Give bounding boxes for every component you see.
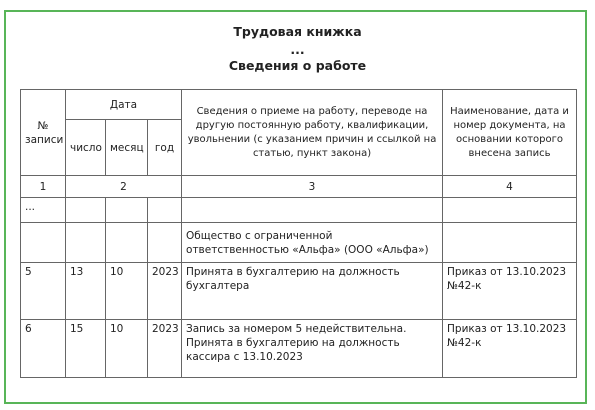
header-row-1 bbox=[21, 90, 577, 120]
column-index: 1 bbox=[21, 176, 66, 198]
record-month: 10 bbox=[106, 263, 148, 320]
column-index: 4 bbox=[443, 176, 577, 198]
organization-row bbox=[21, 223, 577, 263]
organization-name: Общество с ограниченной ответственностью «Альфа» (ООО «Альфа») bbox=[182, 223, 443, 263]
header-day: число bbox=[66, 120, 106, 176]
record-info: Принята в бухгалтерию на должность бухгалтера bbox=[182, 263, 443, 320]
header-record-number: № записи bbox=[21, 90, 66, 176]
record-year: 2023 bbox=[148, 263, 182, 320]
ellipsis-cell: ... bbox=[21, 198, 66, 223]
record-number: 6 bbox=[21, 320, 66, 378]
record-number: 5 bbox=[21, 263, 66, 320]
work-record-table bbox=[20, 89, 577, 378]
table-row bbox=[21, 263, 577, 320]
record-document: Приказ от 13.10.2023 №42-к bbox=[443, 320, 577, 378]
column-index: 2 bbox=[66, 176, 182, 198]
column-index-row bbox=[21, 176, 577, 198]
record-info: Запись за номером 5 недействительна. Принята в бухгалтерию на должность кассира с 13.10.2023 bbox=[182, 320, 443, 378]
ellipsis-row bbox=[21, 198, 577, 223]
section-subtitle: Сведения о работе bbox=[228, 58, 367, 73]
column-index: 3 bbox=[182, 176, 443, 198]
document-title: Трудовая книжка bbox=[233, 24, 362, 39]
record-document: Приказ от 13.10.2023 №42-к bbox=[443, 263, 577, 320]
header-work-info: Сведения о приеме на работу, переводе на другую постоянную работу, квалификации, увольнении (с указанием причин и ссылкой на статью, пункт закона) bbox=[182, 90, 443, 176]
record-month: 10 bbox=[106, 320, 148, 378]
record-year: 2023 bbox=[148, 320, 182, 378]
title-ellipsis: ... bbox=[290, 42, 305, 57]
header-month: месяц bbox=[106, 120, 148, 176]
header-document: Наименование, дата и номер документа, на основании которого внесена запись bbox=[443, 90, 577, 176]
header-date: Дата bbox=[66, 90, 182, 120]
record-day: 15 bbox=[66, 320, 106, 378]
header-year: год bbox=[148, 120, 182, 176]
table-row bbox=[21, 320, 577, 378]
record-day: 13 bbox=[66, 263, 106, 320]
